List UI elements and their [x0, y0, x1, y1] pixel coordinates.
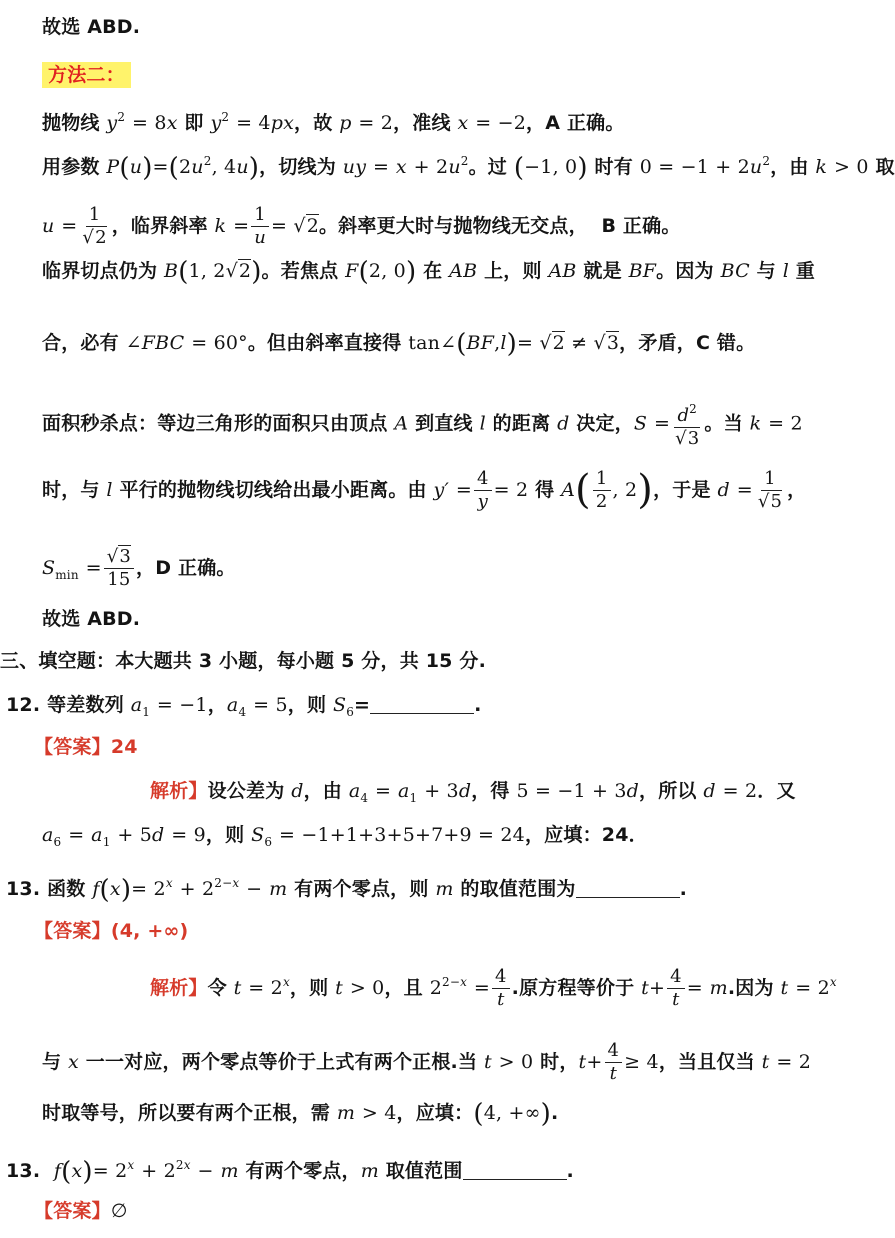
answer-blank	[370, 699, 474, 714]
smin-line: $S_{min}$ = $\frac{√3}{15}$ ，D 正确。	[42, 546, 236, 590]
solution-12-cont: $a_6 = a_1 + 5d = 9$，则 $S_6 = -1+1+3+5+7+9 = 24$，应填：24．	[42, 824, 648, 849]
conclusion-line: 故选 ABD.	[42, 16, 141, 38]
method-two-heading: 方法二：	[42, 62, 811, 88]
solution-13: 解析】令 $t = 2^x$，则 t > 0，且 $2^{2-x}$ = $\frac{4}{t}$ .原方程等价于 t+ $\frac{4}{t}$ = m.因为 $t = 2^x$	[150, 966, 837, 1010]
param-line: 用参数 $P(u)=(2u^2$, 4u)，切线为 uy = $x + 2u^2$。过 (−1, 0) 时有 $0 = -1 + 2u^2$，由 k > 0 取	[42, 153, 895, 183]
parabola-line: 抛物线 $y^2 = 8x$ 即 $y^2 = 4px$，故 p = 2，准线 x = −2，A 正确。	[42, 110, 625, 134]
solution-13-end: 时取等号，所以要有两个正根，需 m > 4，应填：(4, +∞).	[42, 1099, 559, 1129]
question-13: 13. 函数 $f(x)= 2^x + 2^{2-x} - m$ 有两个零点，则 m 的取值范围为 .	[6, 875, 688, 905]
slope-line: u = $\frac{1}{√2}$ ，临界斜率 k = $\frac{1}{u}$ = √2。斜率更大时与抛物线无交点， B 正确。	[42, 204, 681, 248]
answer-13-variant: 【答案】∅	[34, 1200, 128, 1222]
question-12: 12. 等差数列 $a_1 = -1$，$a_4 = 5$，则 $S_6=$ .	[6, 694, 482, 719]
min-distance-line: 时，与 l 平行的抛物线切线给出最小距离。由 y′ = $\frac{4}{y}$ = 2 得 A( $\frac{1}{2}$ , 2)，于是 d = $\frac{1}{√5}$ ，	[42, 467, 807, 513]
conclusion-line-2: 故选 ABD.	[42, 608, 141, 630]
area-line: 面积秒杀点：等边三角形的面积只由顶点 A 到直线 l 的距离 d 决定，S = $\frac{d^2}{√3}$ 。当 k = 2	[42, 398, 811, 450]
solution-12: 解析】设公差为 d，由 $a_4 = a_1 + 3d$，得 5 = −1 + 3d，所以 d = 2．又	[150, 780, 796, 805]
tangent-point-line: 临界切点仍为 B(1, 2√2)。若焦点 F(2, 0) 在 AB 上，则 AB 就是 BF。因为 BC 与 l 重	[42, 257, 815, 287]
solution-13-cont: 与 x 一一对应，两个零点等价于上式有两个正根.当 t > 0 时，t+ $\frac{4}{t}$ ≥ 4，当且仅当 t = 2	[42, 1040, 811, 1084]
answer-13: 【答案】(4, +∞)	[34, 920, 189, 942]
contradiction-line: 合，必有 ∠FBC = 60°。但由斜率直接得 tan∠(BF,l)= √2 ≠ √3，矛盾，C 错。	[42, 329, 756, 359]
section-heading: 三、填空题：本大题共 3 小题，每小题 5 分，共 15 分.	[0, 650, 486, 672]
question-13-variant: 13. $f(x)= 2^x + 2^{2x} - m$ 有两个零点，m 取值范围 .	[6, 1157, 574, 1187]
answer-12: 【答案】24	[34, 736, 138, 758]
